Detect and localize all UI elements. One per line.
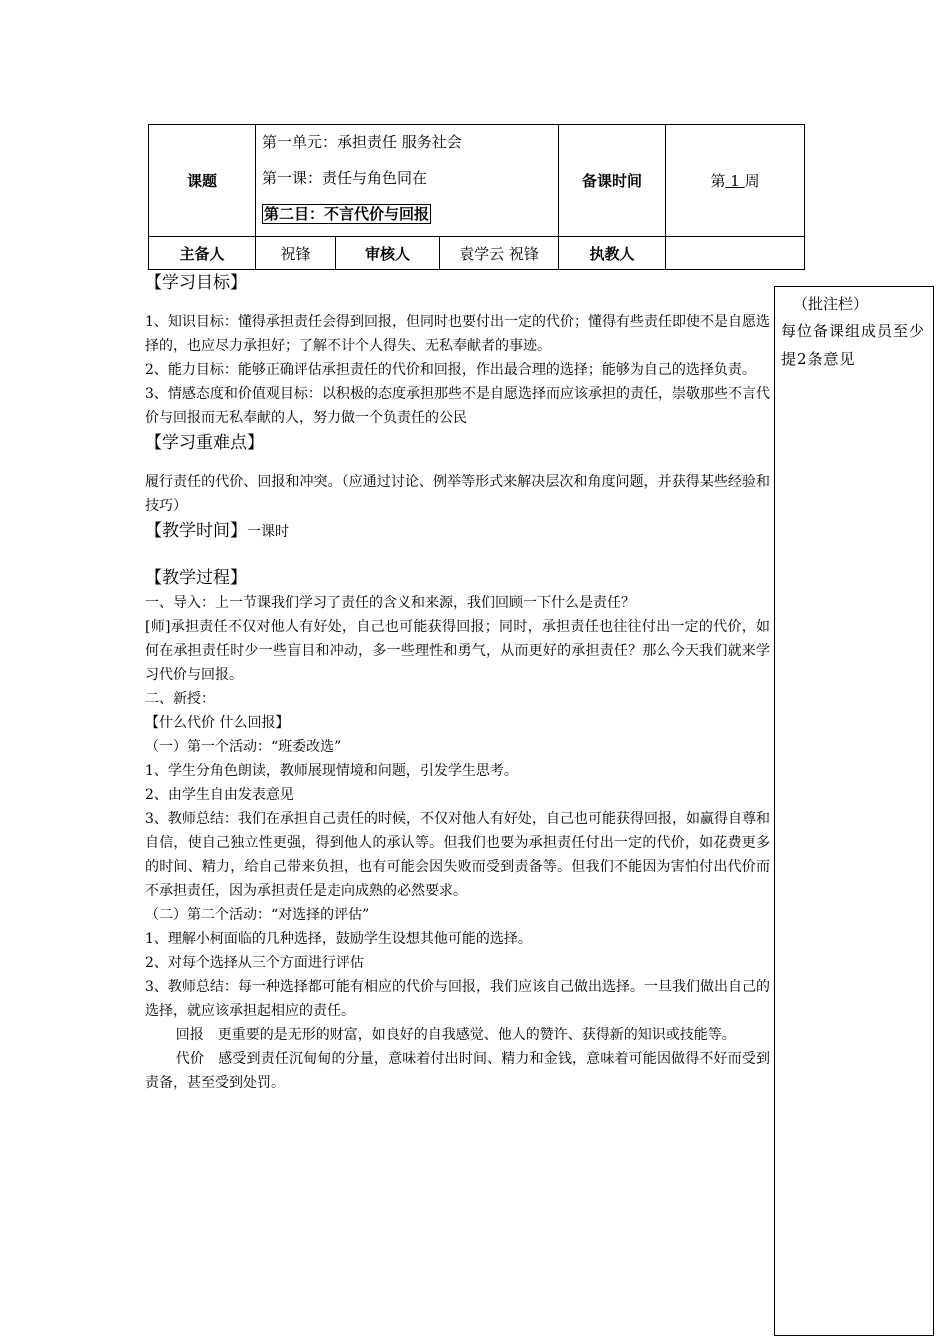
topic-cell bbox=[256, 125, 559, 237]
goal-item: 1、知识目标：懂得承担责任会得到回报，但同时也要付出一定的代价；懂得有些责任即使不是自愿选择的，也应尽力承担好；了解不计个人得失、无私奉献者的事迹。 bbox=[145, 314, 770, 354]
key-points-heading: 【学习重难点】 bbox=[145, 433, 264, 453]
teacher-intro: [师]承担责任不仅对他人有好处，自己也可能获得回报；同时，承担责任也往往付出一定的代价，如何在承担责任时少一些盲目和冲动，多一些理性和勇气，从而更好的承担责任？那么今天我们就来学习代价与回报。 bbox=[145, 619, 770, 683]
intro-text: 一、导入：上一节课我们学习了责任的含义和来源，我们回顾一下什么是责任？ bbox=[145, 595, 635, 611]
teacher-label: 执教人 bbox=[559, 237, 666, 270]
prep-time-label: 备课时间 bbox=[559, 125, 666, 237]
new-lesson-heading: 二、新授： bbox=[145, 691, 215, 707]
reviewer-label: 审核人 bbox=[336, 237, 440, 270]
annotation-title: （批注栏） bbox=[793, 295, 869, 313]
process-heading: 【教学过程】 bbox=[145, 568, 247, 588]
time-value: 一课时 bbox=[247, 524, 289, 540]
lesson-title: 第一课：责任与角色同在 bbox=[262, 169, 428, 187]
annotation-column bbox=[774, 286, 934, 1336]
activity-2-item: 2、对每个选择从三个方面进行评估 bbox=[145, 955, 364, 971]
annotation-note: 每位备课组成员至少提2条意见 bbox=[781, 322, 926, 368]
main-preparer-label: 主备人 bbox=[149, 237, 256, 270]
main-preparer: 祝锋 bbox=[256, 237, 336, 270]
cost-text: 代价 感受到责任沉甸甸的分量，意味着付出时间、精力和金钱，意味着可能因做得不好而受到责备，甚至受到处罚。 bbox=[145, 1051, 770, 1091]
section-title: 第二目：不言代价与回报 bbox=[264, 205, 430, 223]
activity-2-item: 1、理解小柯面临的几种选择，鼓励学生设想其他可能的选择。 bbox=[145, 931, 532, 947]
activity-2-title: （二）第二个活动：“对选择的评估” bbox=[145, 907, 370, 923]
unit-title: 第一单元：承担责任 服务社会 bbox=[262, 133, 462, 151]
time-heading: 【教学时间】一课时 bbox=[145, 521, 289, 541]
teacher bbox=[666, 237, 805, 270]
week-number: 1 bbox=[730, 172, 740, 190]
sub-heading: 【什么代价 什么回报】 bbox=[145, 715, 290, 731]
goal-item: 2、能力目标：能够正确评估承担责任的代价和回报，作出最合理的选择；能够为自己的选择负责。 bbox=[145, 362, 756, 378]
goal-item: 3、情感态度和价值观目标：以积极的态度承担那些不是自愿选择而应该承担的责任，崇敬那些不言代价与回报而无私奉献的人，努力做一个负责任的公民 bbox=[145, 386, 770, 426]
activity-1-title: （一）第一个活动：“班委改选” bbox=[145, 739, 342, 755]
week-suffix: 周 bbox=[744, 172, 760, 190]
activity-1-item: 1、学生分角色朗读，教师展现情境和问题，引发学生思考。 bbox=[145, 763, 518, 779]
reward-text: 回报 更重要的是无形的财富，如良好的自我感觉、他人的赞许、获得新的知识或技能等。 bbox=[175, 1027, 736, 1043]
activity-1-item: 2、由学生自由发表意见 bbox=[145, 787, 294, 803]
week-prefix: 第 bbox=[710, 172, 726, 190]
key-points-text: 履行责任的代价、回报和冲突。（应通过讨论、例举等形式来解决层次和角度问题，并获得某些经验和技巧） bbox=[145, 474, 770, 514]
lesson-content bbox=[145, 270, 770, 1095]
lesson-header-table bbox=[148, 124, 805, 270]
goals-heading: 【学习目标】 bbox=[145, 273, 247, 293]
prep-week bbox=[666, 125, 805, 237]
reviewer: 袁学云 祝锋 bbox=[440, 237, 559, 270]
activity-1-item: 3、教师总结：我们在承担自己责任的时候，不仅对他人有好处，自己也可能获得回报，如赢得自尊和自信，使自己独立性更强，得到他人的承认等。但我们也要为承担责任付出一定的代价，如花费更多的时间、精力，给自己带来负担，也有可能会因失败而受到责备等。但我们不能因为害怕付出代价而不承担责任，因为承担责任是走向成熟的必然要求。 bbox=[145, 811, 770, 899]
activity-2-item: 3、教师总结：每一种选择都可能有相应的代价与回报，我们应该自己做出选择。一旦我们做出自己的选择，就应该承担起相应的责任。 bbox=[145, 979, 770, 1019]
topic-label: 课题 bbox=[149, 125, 256, 237]
